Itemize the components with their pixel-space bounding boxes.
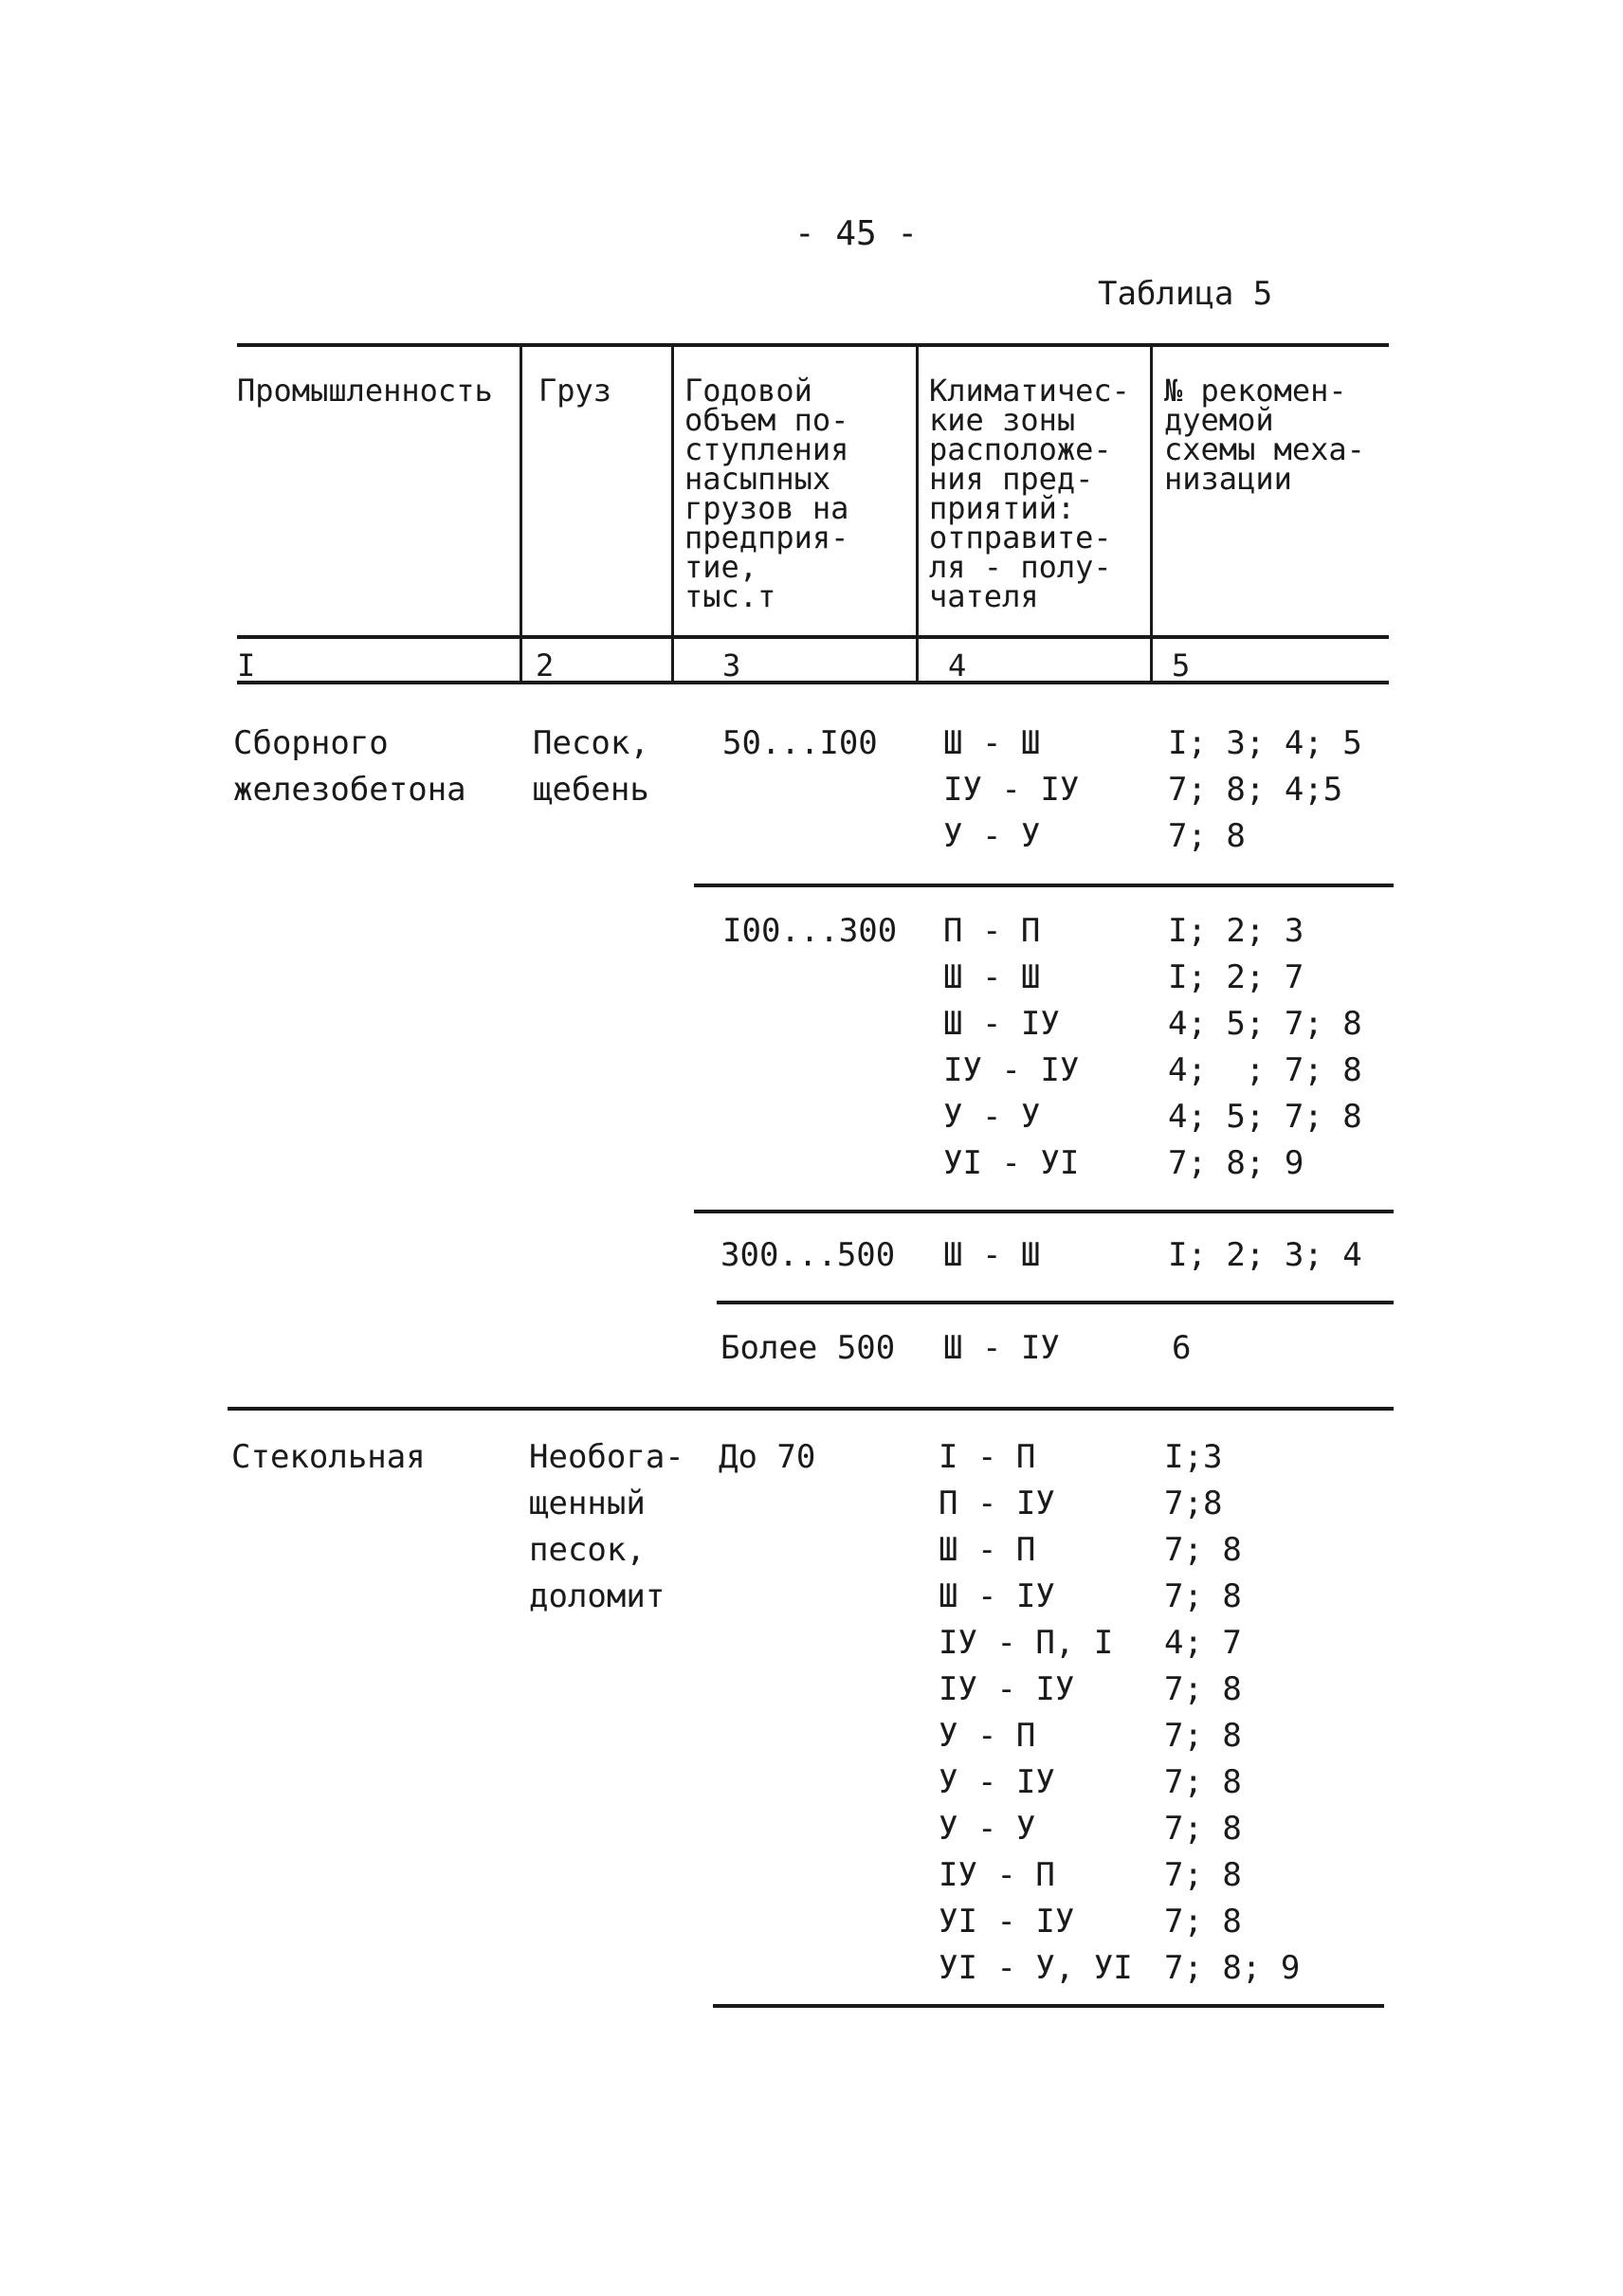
column-number: 3: [722, 647, 741, 683]
column-number: 2: [536, 647, 555, 683]
row-divider: [694, 1210, 1394, 1213]
section-divider: [228, 1407, 1394, 1411]
cell-schemes: I; 3; 4; 5 7; 8; 4;5 7; 8: [1168, 724, 1362, 855]
header-bottom-rule: [237, 635, 1389, 639]
row-divider: [694, 884, 1394, 887]
header-climatic-zones: Климатичес- кие зоны расположе- ния пред- приятий: отправите- ля - полу- чателя: [929, 373, 1130, 614]
column-divider-2: [671, 343, 674, 683]
cell-schemes: I;3 7;8 7; 8 7; 8 4; 7 7; 8 7; 8 7; 8 7; 8 7; 8 7; 8 7; 8; 9: [1164, 1438, 1301, 1987]
table-bottom-rule: [713, 2004, 1384, 2008]
cell-zones: Ш - Ш IУ - IУ У - У: [943, 724, 1080, 855]
header-scheme-number: № рекомен- дуемой схемы меха- низации: [1164, 373, 1365, 497]
cell-zones: П - П Ш - Ш Ш - IУ IУ - IУ У - У УI - УI: [943, 912, 1080, 1182]
cell-cargo: Песок, щебень: [533, 724, 649, 809]
cell-volume: I00...300: [722, 912, 898, 950]
cell-volume: 50...I00: [722, 724, 878, 762]
column-numbers-bottom-rule: [237, 681, 1389, 684]
column-divider-4: [1150, 343, 1153, 683]
column-number: I: [237, 647, 256, 683]
cell-cargo: Необога- щенный песок, доломит: [529, 1438, 684, 1615]
cell-schemes: I; 2; 3; 4: [1168, 1236, 1362, 1274]
cell-industry: Сборного железобетона: [233, 724, 466, 809]
cell-zones: Ш - Ш: [943, 1236, 1041, 1274]
cell-zones: I - П П - IУ Ш - П Ш - IУ IУ - П, I IУ - IУ У - П У - IУ У - У IУ - П УI - IУ УI - У, УI: [939, 1438, 1133, 1987]
table-caption: Таблица 5: [1098, 275, 1273, 313]
cell-volume: 300...500: [720, 1236, 896, 1274]
cell-volume: Более 500: [720, 1329, 896, 1367]
cell-volume: До 70: [719, 1438, 816, 1476]
cell-industry: Стекольная: [231, 1438, 426, 1476]
page-number: - 45 -: [794, 214, 919, 253]
header-annual-volume: Годовой объем по- ступления насыпных грузов на предприя- тие, тыс.т: [684, 373, 849, 614]
header-industry: Промышленность: [237, 373, 493, 409]
cell-schemes: I; 2; 3 I; 2; 7 4; 5; 7; 8 4; ; 7; 8 4; 5; 7; 8 7; 8; 9: [1168, 912, 1362, 1182]
column-number: 5: [1172, 647, 1191, 683]
row-divider: [717, 1301, 1394, 1304]
cell-zones: Ш - IУ: [943, 1329, 1060, 1367]
header-cargo: Груз: [538, 373, 612, 409]
cell-schemes: 6: [1172, 1329, 1192, 1367]
table-top-rule: [237, 343, 1389, 347]
column-divider-3: [916, 343, 919, 683]
column-divider-1: [520, 343, 522, 683]
column-number: 4: [948, 647, 967, 683]
